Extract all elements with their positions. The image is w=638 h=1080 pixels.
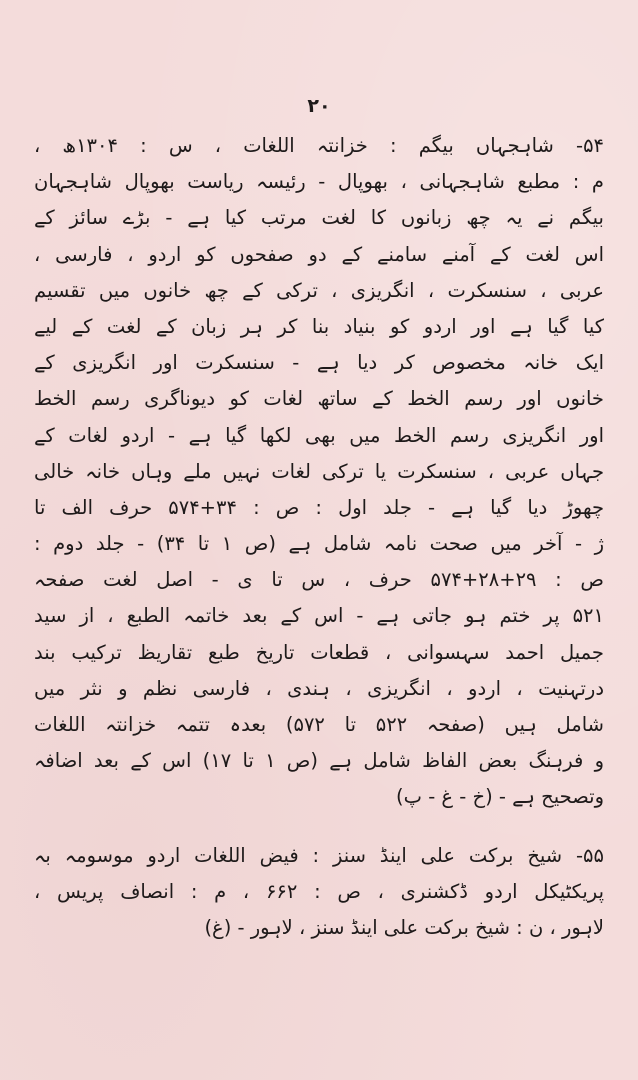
entry-54-line: ژ - آخر میں صحت نامہ شامل ہے (ص ۱ تا ۳۴) - جلد دوم : [34,532,604,556]
entry-54-line: کیا گیا ہے اور اردو کو بنیاد بنا کر ہر زبان کے لغت کے لیے [34,314,604,338]
entry-54-line: چھوڑ دیا گیا ہے - جلد اول : ص : ۳۴+۵۷۴ حرف الف تا [34,495,604,519]
entry-54-line: م : مطبع شاہجہانی ، بھوپال - رئیسہ ریاست بھوپال شاہجہان [34,170,604,194]
entry-54-line: جہاں عربی ، سنسکرت یا ترکی لغات نہیں ملے وہاں خانہ خالی [34,459,604,483]
entry-55-line: پریکٹیکل اردو ڈکشنری ، ص : ۶۶۲ ، م : انصاف پریس ، [34,879,604,903]
entry-54-line: درتہنیت ، اردو ، انگریزی ، ہندی ، فارسی نظم و نثر میں [34,676,604,700]
entry-54-line: و فرہنگ بعض الفاظ شامل ہے (ص ۱ تا ۱۷) اس کے بعد اضافہ [34,749,604,773]
page-number: ۲۰ [307,95,331,117]
entry-54-line: وتصحیح ہے - (خ - غ - پ) [396,785,604,809]
entry-55-line: ۵۵- شیخ برکت علی اینڈ سنز : فیض اللغات اردو موسومہ بہ [34,843,604,867]
entry-54-line: عربی ، سنسکرت ، انگریزی ، ترکی کے چھ خانوں میں تقسیم [34,278,604,302]
entry-54 [34,128,604,816]
entry-54-line: اس لغت کے آمنے سامنے کے دو صفحوں کو اردو ، فارسی ، [34,242,604,266]
entry-54-line: ص : ۲۹+۲۸+۵۷۴ حرف ، س تا ی - اصل لغت صفحہ [34,568,604,592]
entry-54-line: ایک خانہ مخصوص کر دیا ہے - سنسکرت اور انگریزی کے [34,351,604,375]
entry-54-line: جمیل احمد سہسوانی ، قطعات تاریخ طبع تقاریظ ترکیب بند [34,640,604,664]
entry-54-line: شامل ہیں (صفحہ ۵۲۲ تا ۵۷۲) بعدہ تتمہ خزانتہ اللغات [34,713,604,736]
entry-54-line: اور انگریزی رسم الخط میں بھی لکھا گیا ہے - اردو لغات کے [34,423,604,447]
entry-divider [34,816,604,838]
entry-55 [34,838,604,947]
entry-54-line: ۵۲۱ پر ختم ہو جاتی ہے - اس کے بعد خاتمہ الطبع ، از سید [34,604,604,628]
entry-55-line: لاہور ، ن : شیخ برکت علی اینڈ سنز ، لاہور - (غ) [204,915,604,939]
entry-54-line: خانوں اور رسم الخط کے ساتھ لغات کو دیوناگری رسم الخط [34,387,604,411]
entry-54-line: ۵۴- شاہجہاں بیگم : خزانتہ اللغات ، س : ۱۳۰۴ھ ، [34,134,604,157]
entry-54-line: بیگم نے یہ چھ زبانوں کا لغت مرتب کیا ہے - بڑے سائز کے [34,206,604,230]
page-body [34,128,604,946]
